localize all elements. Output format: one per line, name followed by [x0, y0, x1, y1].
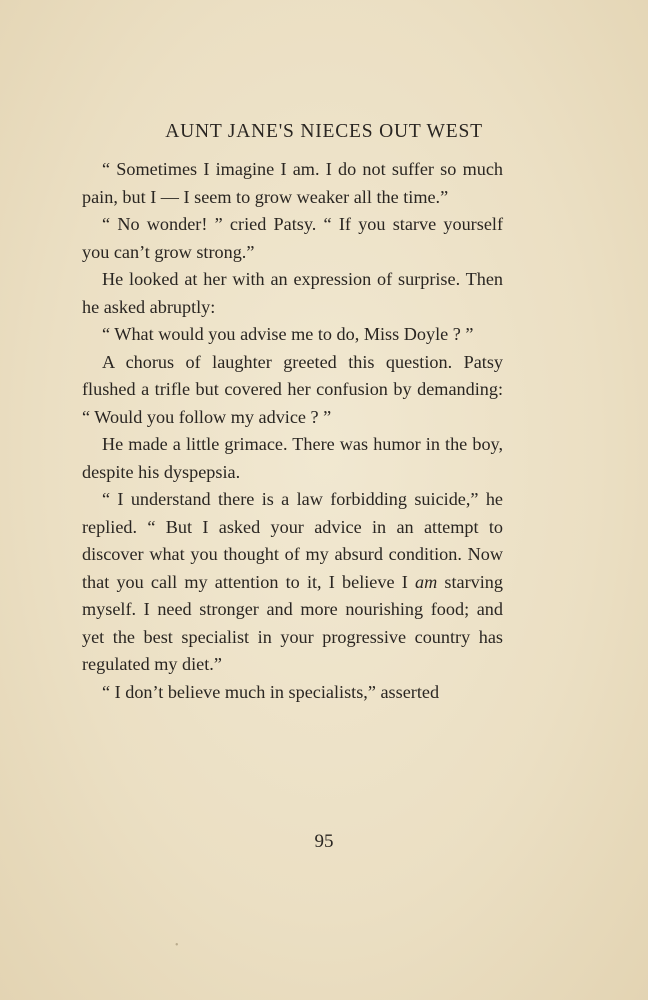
paragraph-text: “ What would you advise me to do, Miss Doyle ? ”	[102, 324, 474, 344]
paragraph-text: A chorus of laughter greeted this question. Patsy flushed a trifle but covered her confusion by demanding: “ Would you follow my advice ? ”	[82, 351, 503, 427]
page-number: 95	[314, 831, 334, 852]
paragraph-6	[82, 431, 503, 486]
running-head: AUNT JANE'S NIECES OUT WEST	[165, 121, 483, 142]
paragraph-text: “ Sometimes I imagine I am. I do not suffer so much pain, but I — I seem to grow weaker all the time.”	[82, 159, 503, 207]
paragraph-text: He made a little grimace. There was humor in the boy, despite his dyspepsia.	[82, 434, 503, 482]
paragraph-7	[82, 486, 503, 679]
paragraph-text: starving myself. I need stronger and more nourishing food; and yet the best specialist in your progressive country has regulated my diet.”	[82, 571, 503, 674]
paragraph-3	[82, 266, 503, 321]
body-text	[82, 156, 503, 706]
paragraph-5	[82, 349, 503, 432]
paragraph-text: “ No wonder! ” cried Patsy. “ If you starve yourself you can’t grow strong.”	[82, 214, 503, 262]
paragraph-text: He looked at her with an expression of surprise. Then he asked abruptly:	[82, 269, 503, 317]
paragraph-4	[82, 321, 503, 349]
paragraph-1	[82, 156, 503, 211]
paragraph-text: “ I understand there is a law forbidding suicide,” he replied. “ But I asked your advice in an attempt to discover what you thought of my absurd condition. Now that you call my attention to it, I believe I	[82, 489, 503, 592]
paragraph-text: “ I don’t believe much in specialists,” asserted	[102, 681, 440, 702]
paragraph-8	[82, 679, 503, 707]
paper-blemish: •	[175, 940, 179, 951]
emphasis-text: am	[414, 571, 438, 592]
paragraph-2	[82, 211, 503, 266]
